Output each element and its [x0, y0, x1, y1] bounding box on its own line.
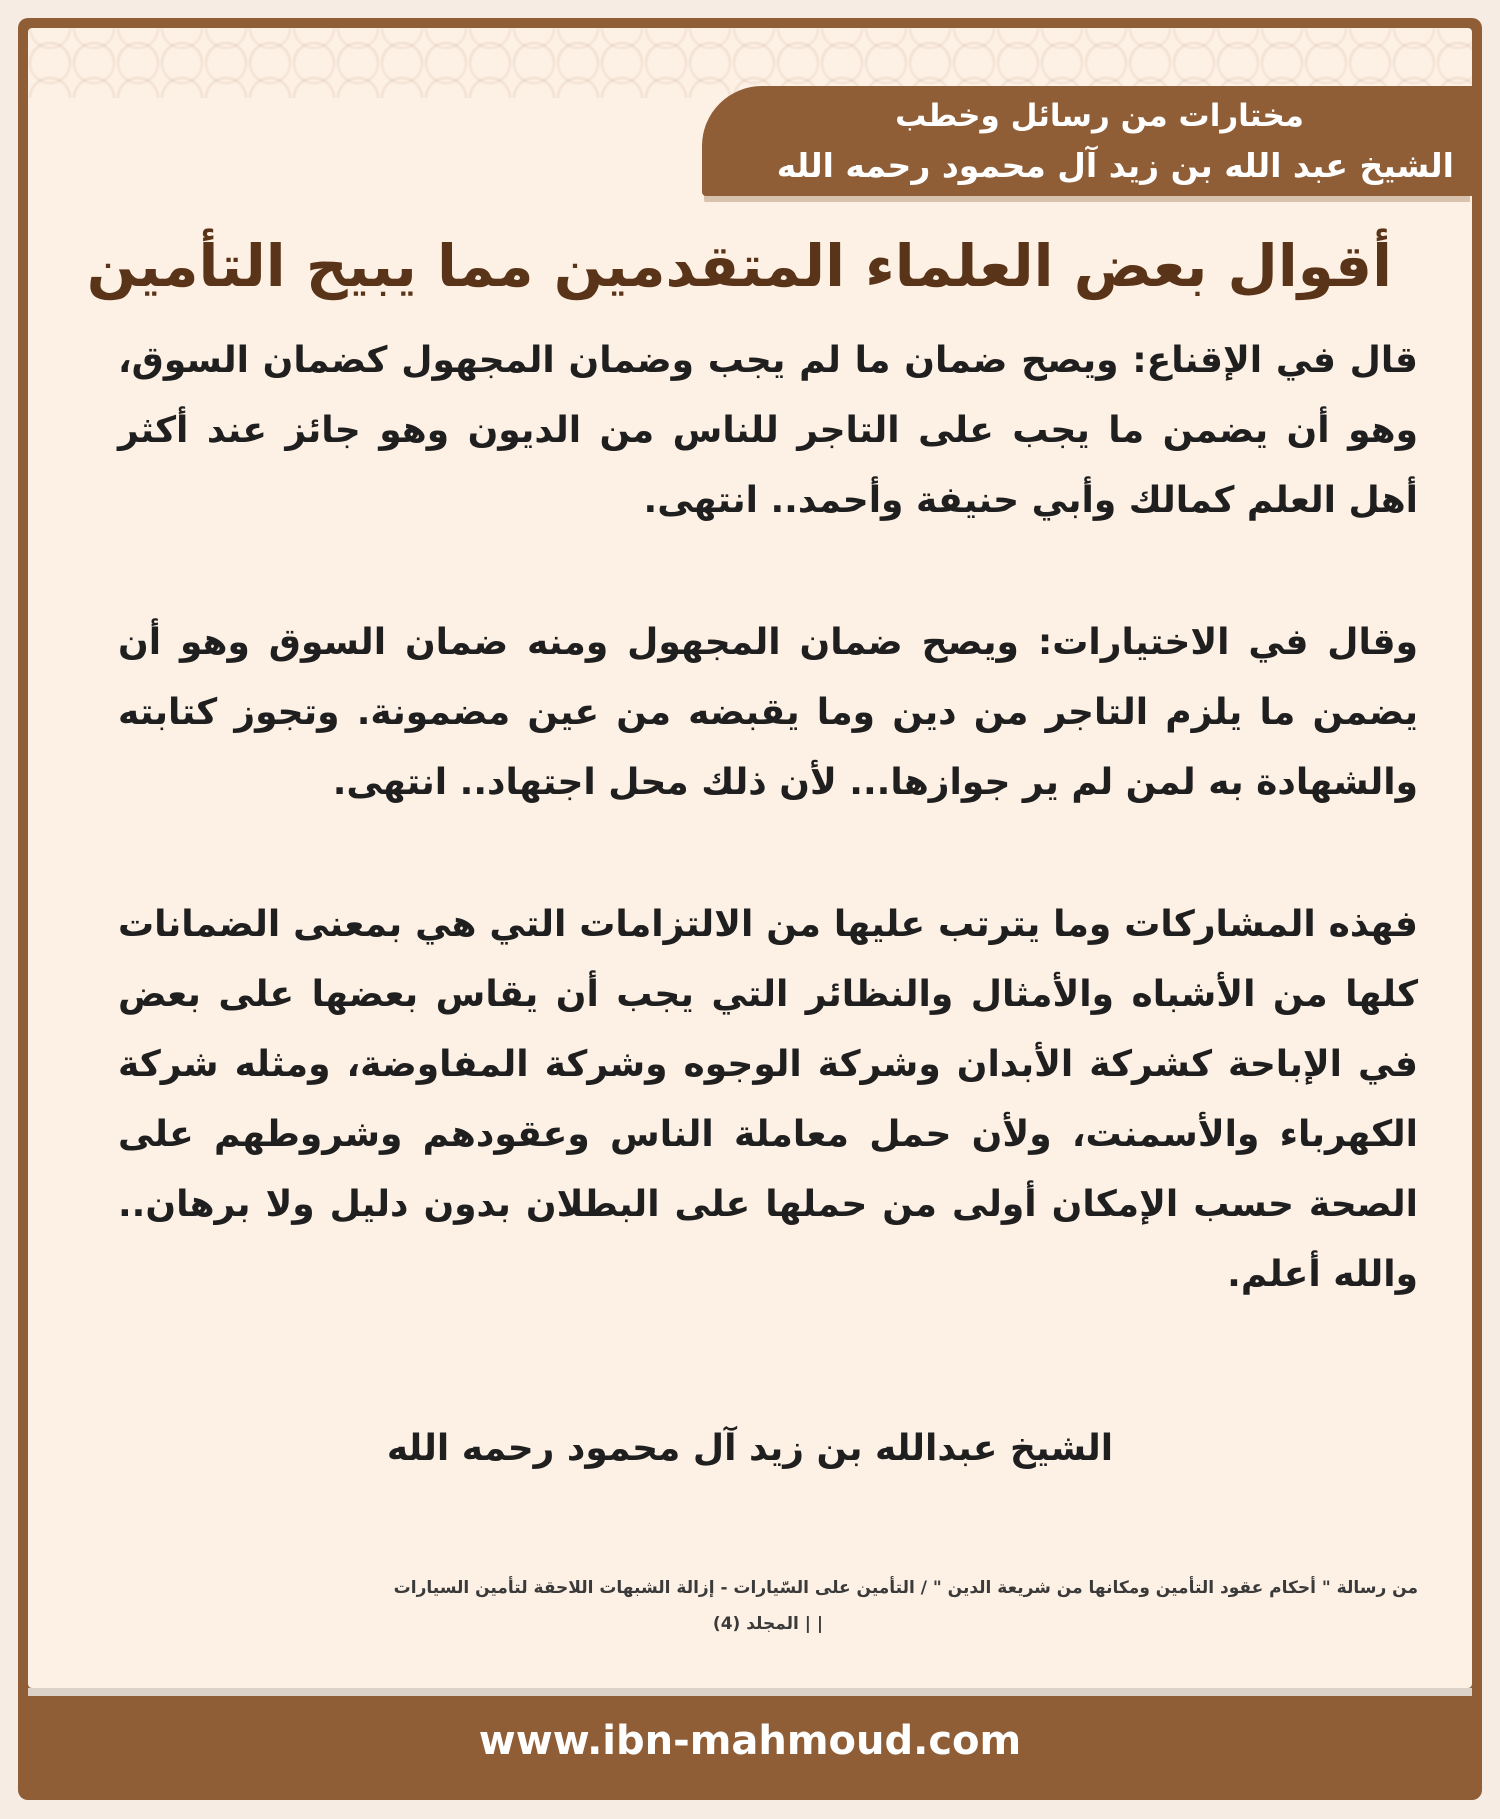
- signature: الشيخ عبدالله بن زيد آل محمود رحمه الله: [386, 1428, 1114, 1469]
- page-frame: [18, 18, 1482, 1800]
- source-citation: [118, 1570, 1418, 1642]
- header-author: الشيخ عبد الله بن زيد آل محمود رحمه الله: [776, 146, 1454, 185]
- paragraph-ikhtiyarat: وقال في الاختيارات: ويصح ضمان المجهول ومنه ضمان السوق وهو أن يضمن ما يلزم التاجر من دين وما يقبضه من عين مضمونة. وتجوز كتابته والشهادة به لمن لم ير جوازها... لأن ذلك محل اجتهاد.. انتهى.: [118, 622, 1418, 803]
- content-panel: [28, 28, 1472, 1688]
- page-title: أقوال بعض العلماء المتقدمين مما يبيح التأمين: [86, 232, 1392, 300]
- paragraph-iqna: قال في الإقناع: ويصح ضمان ما لم يجب وضمان المجهول كضمان السوق، وهو أن يضمن ما يجب على التاجر للناس من الديون وهو جائز عند أكثر أهل العلم كمالك وأبي حنيفة وأحمد.. انتهى.: [118, 340, 1418, 521]
- source-line-1: من رسالة " أحكام عقود التأمين ومكانها من شريعة الدين " / التأمين على السّيارات - إزالة الشبهات اللاحقة لتأمين السيارات: [393, 1578, 1418, 1598]
- source-line-2: | | المجلد (4): [712, 1614, 824, 1634]
- footer-divider: [28, 1688, 1472, 1696]
- article-body: [118, 326, 1418, 1382]
- website-link[interactable]: www.ibn-mahmoud.com: [478, 1718, 1022, 1764]
- paragraph-conclusion: فهذه المشاركات وما يترتب عليها من الالتزامات التي هي بمعنى الضمانات كلها من الأشباه والأمثال والنظائر التي يجب أن يقاس بعضها على بعض في الإباحة كشركة الأبدان وشركة الوجوه وشركة المفاوضة، ومثله شركة الكهرباء والأسمنت، ولأن حمل معاملة الناس وعقودهم وشروطهم على الصحة حسب الإمكان أولى من حملها على البطلان بدون دليل ولا برهان.. والله أعلم.: [118, 904, 1418, 1295]
- header-series-title: مختارات من رسائل وخطب: [895, 98, 1304, 134]
